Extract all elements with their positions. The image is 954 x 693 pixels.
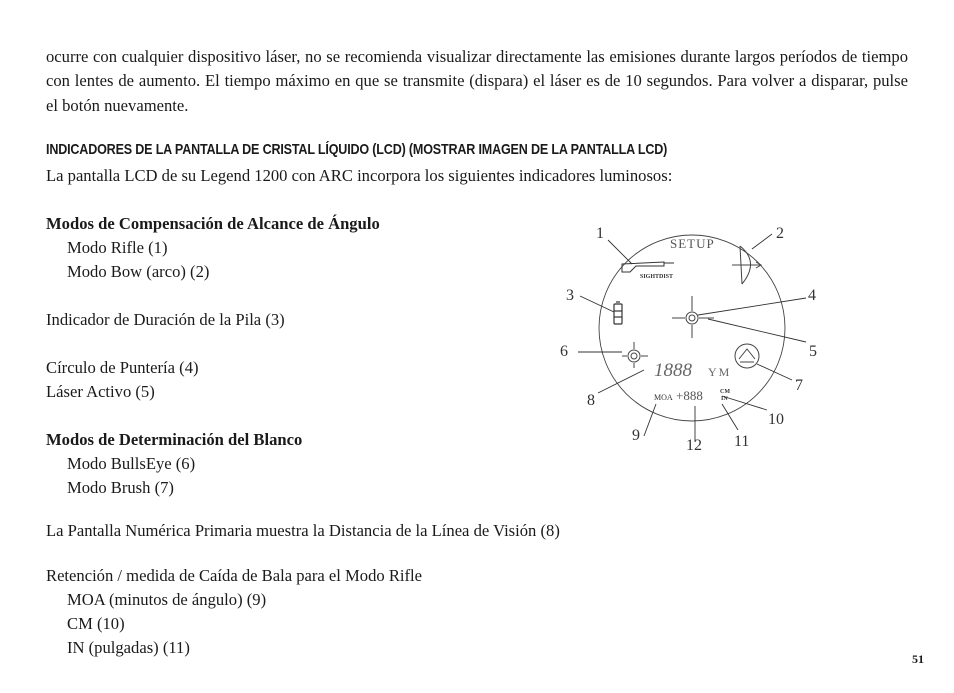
bullseye-mode-item: Modo BullsEye (6) [67,454,196,473]
primary-distance-digits: 1888 [654,360,692,381]
bow-mode-item: Modo Bow (arco) (2) [67,262,210,281]
callout-10: 10 [768,411,784,428]
callout-4: 4 [808,287,816,304]
bow-icon [732,246,761,284]
callout-6: 6 [560,343,568,360]
moa-item: MOA (minutos de ángulo) (9) [67,590,267,609]
callout-12: 12 [686,437,702,454]
inches-item: IN (pulgadas) (11) [67,638,190,657]
callout-3: 3 [566,287,574,304]
in-label: IN [721,396,728,402]
subheading-text: La pantalla LCD de su Legend 1200 con ARC incorpora los siguientes indicadores luminosos: [46,166,673,185]
secondary-digits: +888 [676,388,703,403]
section-heading: INDICADORES DE LA PANTALLA DE CRISTAL LÍQUIDO (LCD) (MOSTRAR IMAGEN DE LA PANTALLA LCD) [46,142,668,158]
crosshair-icon [672,296,714,338]
callout-2: 2 [776,225,784,242]
aim-circle-item: Círculo de Puntería (4) [46,358,199,377]
brush-mode-icon [735,344,759,368]
setup-label: SETUP [670,236,715,251]
moa-label: MOA [654,393,673,402]
sightdist-label: SIGHTDIST [640,274,674,280]
callout-8: 8 [587,392,595,409]
primary-display-item: La Pantalla Numérica Primaria muestra la Distancia de la Línea de Visión (8) [46,521,560,540]
battery-indicator-item: Indicador de Duración de la Pila (3) [46,310,285,329]
callout-numbers [560,225,817,454]
laser-active-item: Láser Activo (5) [46,382,155,401]
page-number: 51 [912,652,924,666]
retention-title: Retención / medida de Caída de Bala para el Modo Rifle [46,566,423,585]
intro-paragraph: ocurre con cualquier dispositivo láser, no se recomienda visualizar directamente las emisiones durante largos períodos de tiempo con lentes de aumento. El tiempo máximo en que se transmite (dispara) el láser es de 10 segundos. Para volver a disparar, pulse el botón nuevamente. [46,47,908,115]
callout-11: 11 [734,433,750,450]
cm-label: CM [720,389,730,395]
angle-modes-title: Modos de Compensación de Alcance de Ángulo [46,214,380,233]
callout-9: 9 [632,427,640,444]
cm-item: CM (10) [67,614,125,633]
battery-icon [614,302,622,324]
callout-5: 5 [809,343,817,360]
rifle-mode-item: Modo Rifle (1) [67,238,168,257]
rifle-icon [622,262,674,272]
callout-1: 1 [596,225,604,242]
lcd-display-diagram [556,218,816,458]
callout-7: 7 [795,377,803,394]
brush-mode-item: Modo Brush (7) [67,478,174,497]
bullseye-icon [622,342,648,368]
units-label: YM [708,365,732,379]
target-modes-title: Modos de Determinación del Blanco [46,430,303,449]
